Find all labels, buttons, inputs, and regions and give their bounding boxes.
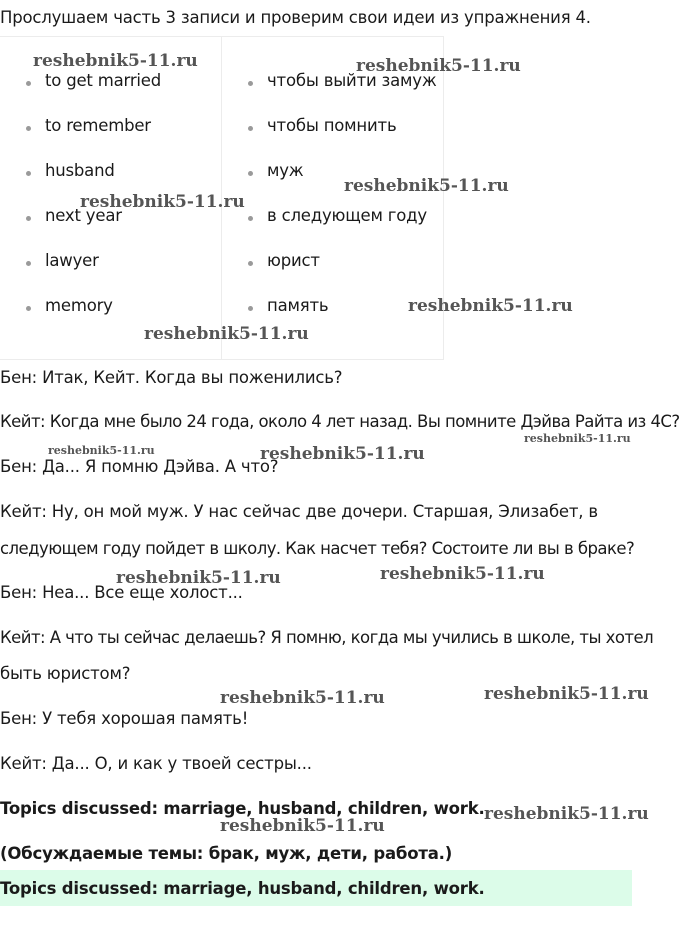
vocab-en-item: lawyer <box>45 251 99 270</box>
watermark: reshebnik5-11.ru <box>524 432 631 445</box>
bullet <box>248 306 253 311</box>
vocab-ru-item: чтобы помнить <box>267 116 397 135</box>
dialogue-line: быть юристом? <box>0 664 131 683</box>
bullet <box>26 126 31 131</box>
dialogue-line: Кейт: Ну, он мой муж. У нас сейчас две дочери. Старшая, Элизабет, в <box>0 502 598 521</box>
topics-translation: (Обсуждаемые темы: брак, муж, дети, работа.) <box>0 844 453 863</box>
watermark: reshebnik5-11.ru <box>356 56 521 76</box>
bullet <box>26 261 31 266</box>
watermark: reshebnik5-11.ru <box>48 444 155 457</box>
vocab-en-item: husband <box>45 161 115 180</box>
watermark: reshebnik5-11.ru <box>220 688 385 708</box>
topics-line: Topics discussed: marriage, husband, children, work. <box>0 799 485 818</box>
dialogue-line: следующем году пойдет в школу. Как насчет тебя? Состоите ли вы в браке? <box>0 539 635 558</box>
vocab-en-item: to get married <box>45 71 162 90</box>
watermark: reshebnik5-11.ru <box>484 804 649 824</box>
answer-line: Topics discussed: marriage, husband, children, work. <box>0 879 485 898</box>
bullet <box>26 81 31 86</box>
dialogue-line: Бен: Неа... Все еще холост... <box>0 583 243 602</box>
vocab-en-item: memory <box>45 296 113 315</box>
dialogue-line: Бен: У тебя хорошая память! <box>0 709 249 728</box>
vocab-ru-item: память <box>267 296 329 315</box>
bullet <box>248 216 253 221</box>
watermark: reshebnik5-11.ru <box>33 51 198 71</box>
watermark: reshebnik5-11.ru <box>116 568 281 588</box>
vocab-ru-item: в следующем году <box>267 206 427 225</box>
bullet <box>248 261 253 266</box>
dialogue-line: Кейт: А что ты сейчас делаешь? Я помню, когда мы учились в школе, ты хотел <box>0 628 654 647</box>
bullet <box>26 306 31 311</box>
bullet <box>26 171 31 176</box>
dialogue-line: Кейт: Да... О, и как у твоей сестры... <box>0 754 312 773</box>
watermark: reshebnik5-11.ru <box>80 192 245 212</box>
bullet <box>248 81 253 86</box>
vocab-ru-item: муж <box>267 161 304 180</box>
watermark: reshebnik5-11.ru <box>408 296 573 316</box>
vocab-ru-item: чтобы выйти замуж <box>267 71 437 90</box>
dialogue-line: Бен: Итак, Кейт. Когда вы поженились? <box>0 368 343 387</box>
dialogue-line: Кейт: Когда мне было 24 года, около 4 лет назад. Вы помните Дэйва Райта из 4С? <box>0 412 680 431</box>
watermark: reshebnik5-11.ru <box>484 684 649 704</box>
watermark: reshebnik5-11.ru <box>144 324 309 344</box>
vocab-ru-item: юрист <box>267 251 320 270</box>
bullet <box>248 126 253 131</box>
vocab-en-item: to remember <box>45 116 151 135</box>
watermark: reshebnik5-11.ru <box>380 564 545 584</box>
bullet <box>26 216 31 221</box>
dialogue-line: Бен: Да... Я помню Дэйва. А что? <box>0 457 279 476</box>
watermark: reshebnik5-11.ru <box>260 444 425 464</box>
watermark: reshebnik5-11.ru <box>344 176 509 196</box>
bullet <box>248 171 253 176</box>
vocab-en-item: next year <box>45 206 122 225</box>
intro-text: Прослушаем часть 3 записи и проверим свои идеи из упражнения 4. <box>0 8 591 27</box>
watermark: reshebnik5-11.ru <box>220 816 385 836</box>
